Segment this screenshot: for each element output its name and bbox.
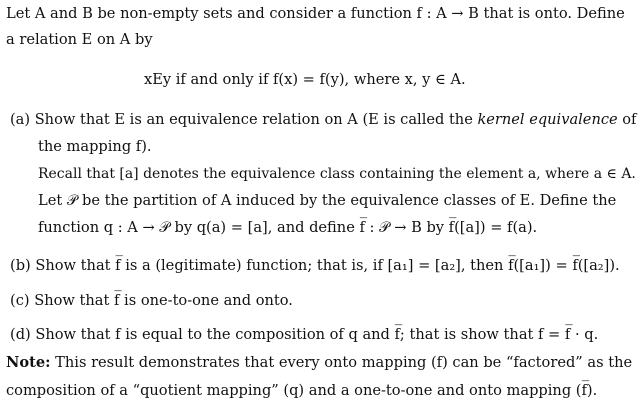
intro-line-2: a relation E on A by xyxy=(6,31,153,48)
part-d: (d) Show that f is equal to the composition of q and f̅; that is show that f = f̅ · q. xyxy=(10,326,599,343)
note-line-1 xyxy=(6,356,632,371)
note-line-1-text: This result demonstrates that every onto mapping (f) can be “factored” as the xyxy=(55,354,633,371)
part-a-line-1-post: of xyxy=(622,111,637,128)
note-line-2: composition of a “quotient mapping” (q) and a one-to-one and onto mapping (f̅). xyxy=(6,382,598,399)
part-a-line-1-pre: (a) Show that E is an equivalence relation on A (E is called the xyxy=(10,111,473,128)
part-a-line-2: the mapping f). xyxy=(38,138,152,155)
partition-line: Let 𝒫 be the partition of A induced by the equivalence classes of E. Define the xyxy=(38,192,617,209)
note-label: Note: xyxy=(6,354,51,371)
part-c: (c) Show that f̅ is one-to-one and onto. xyxy=(10,292,293,309)
recall-line: Recall that [a] denotes the equivalence class containing the element a, where a ∈ A. xyxy=(38,166,636,182)
part-a-line-1 xyxy=(10,113,636,128)
kernel-equivalence-term: kernel equivalence xyxy=(477,111,618,128)
intro-line-1: Let A and B be non-empty sets and consider a function f : A → B that is onto. Define xyxy=(6,5,625,22)
display-equation: xEy if and only if f(x) = f(y), where x, y ∈ A. xyxy=(144,71,466,88)
part-b: (b) Show that f̅ is a (legitimate) function; that is, if [a₁] = [a₂], then f̅([a₁]) = f̅([a₂]). xyxy=(10,257,620,274)
function-definition-line: function q : A → 𝒫 by q(a) = [a], and define f̅ : 𝒫 → B by f̅([a]) = f(a). xyxy=(38,219,538,236)
